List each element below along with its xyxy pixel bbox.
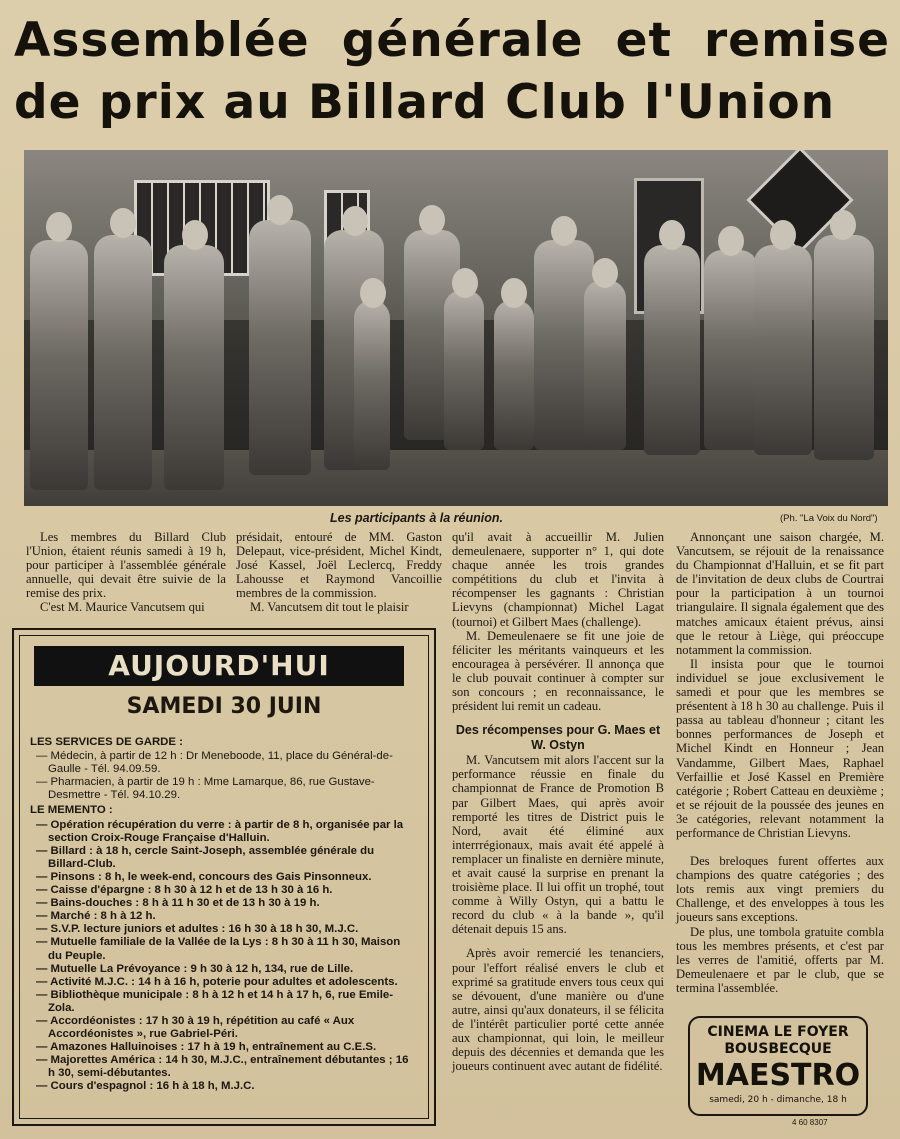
face [110, 208, 136, 238]
memento-date: SAMEDI 30 JUIN [126, 694, 322, 719]
memento-item: — Cours d'espagnol : 16 h à 18 h, M.J.C. [36, 1080, 255, 1093]
face [770, 220, 796, 250]
face [830, 210, 856, 240]
face [501, 278, 527, 308]
page-code: 4 60 8307 [792, 1118, 828, 1127]
child [494, 300, 534, 450]
paragraph: Il insista pour que le tournoi individuel se joue exclusivement le samedi et pour que les membres se présentent à 18 h 30 au challenge. Puis il passa au tableau d'honneur ; citant les bonnes performances de Joseph et Michel Kindt en Honneur ; Jean Vandamme, Gilbert Maes, Raphael Verfaillie et José Kassel en Première catégorie ; Robert Catteau en deuxième ; et se réjouit de la poussée des jeunes en 3e catégories, relevant notamment la performance de Christian Lievyns. [676, 656, 884, 840]
services-title: LES SERVICES DE GARDE : [30, 736, 183, 748]
article-column-4 [676, 530, 884, 995]
face [267, 195, 293, 225]
memento-item: — Bibliothèque municipale : 8 h à 12 h et 14 h à 17 h, 6, rue Emile-Zola. [36, 988, 394, 1014]
group-photo [24, 150, 888, 506]
memento-item: — S.V.P. lecture juniors et adultes : 16 h 30 à 18 h 30, M.J.C. [36, 923, 359, 936]
photo-caption: Les participants à la réunion. [330, 511, 503, 525]
memento-item: — Accordéonistes : 17 h 30 à 19 h, répétition au café « Aux Accordéonistes », rue Gabriel-Péri. [36, 1014, 355, 1041]
ad-showtimes: samedi, 20 h - dimanche, 18 h [709, 1095, 847, 1105]
person [30, 240, 88, 490]
ad-cinema-name: CINEMA LE FOYER [707, 1024, 849, 1040]
memento-box [12, 628, 436, 1126]
memento-item: — Mutuelle familiale de la Vallée de la Lys : 8 h 30 à 11 h 30, Maison du Peuple. [36, 936, 401, 962]
face [592, 258, 618, 288]
paragraph: Les membres du Billard Club l'Union, étaient réunis samedi à 19 h, pour participer à l'assemblée générale annuelle, qui devait être suivie de la remise des prix. [26, 530, 226, 601]
face [342, 206, 368, 236]
article-column-1 [26, 530, 226, 615]
paragraph: M. Demeulenaere se fit une joie de féliciter les méritants vainqueurs et les encouragea à persévérer. Il annonça que le club pouvait continuer à compter sur son concours ; en reconnaissance, le président lui remit un cadeau. [452, 628, 664, 714]
headline: Assemblée générale et remise de prix au Billard Club l'Union [14, 13, 890, 130]
person [754, 245, 812, 455]
memento-item: — Mutuelle La Prévoyance : 9 h 30 à 12 h, 134, rue de Lille. [36, 962, 354, 975]
memento-list [30, 734, 416, 1094]
paragraph: C'est M. Maurice Vancutsem qui [40, 600, 205, 615]
person [644, 245, 700, 455]
person [164, 245, 224, 490]
article-subhead: Des récompenses pour G. Maes et W. Ostyn [455, 723, 661, 753]
cinema-ad [688, 1016, 868, 1116]
face [659, 220, 685, 250]
paragraph: M. Vancutsem mit alors l'accent sur la performance réussie en finale du championnat de France de Promotion B par Gilbert Maes, qui après avoir remporté les titres de District puis le Nord, avait été éliminé aux interrrégionaux, mais avait été appelé à remplacer un finaliste en dernière minute, et avait causé la surprise en prenant la troisième place. Il lui offit un trophé, tout comme à Willy Ostyn, qui a battu le record du club « à la bande », qu'il détenait depuis 15 ans. [452, 753, 664, 937]
face [360, 278, 386, 308]
person [94, 235, 152, 490]
child [444, 290, 484, 450]
face [46, 212, 72, 242]
person [704, 250, 758, 450]
pavement [24, 450, 888, 506]
photo-credit: (Ph. "La Voix du Nord") [780, 513, 878, 524]
face [182, 220, 208, 250]
memento-item: — Amazones Halluinoises : 17 h à 19 h, entraînement au C.E.S. [36, 1041, 377, 1054]
memento-banner: AUJOURD'HUI [34, 646, 404, 686]
memento-item: — Marché : 8 h à 12 h. [36, 910, 156, 923]
paragraph: Annonçant une saison chargée, M. Vancutsem, se réjouit de la renaissance du Championnat d'Halluin, et se fit part de l'invitation de deux clubs de Courtrai pour la participation à un tournoi triangulaire. Il signala également que des matches amicaux étaient prévus, ainsi que le retour à Liège, qui préoccupe notamment la commission. [676, 530, 884, 657]
child [354, 300, 390, 470]
memento-item: — Majorettes América : 14 h 30, M.J.C., entraînement débutantes ; 16 h 30, semi-débutantes. [36, 1054, 409, 1080]
face [718, 226, 744, 256]
memento-item: — Pinsons : 8 h, le week-end, concours des Gais Pinsonneux. [36, 870, 372, 883]
ad-film-title: MAESTRO [695, 1058, 861, 1093]
paragraph: présidait, entouré de MM. Gaston Delepaut, vice-président, Michel Kindt, José Kassel, Joël Leclercq, Freddy Lahousse et Raymond Vancoillie membres de la commission. [236, 530, 442, 601]
paragraph: De plus, une tombola gratuite combla tous les membres présents, et c'est par les verres de l'amitié, offerts par M. Demeulenaere et par le club, que se termina l'assemblée. [676, 924, 884, 995]
paragraph: Des breloques furent offertes aux champions des quatre catégories ; des lots remis aux vingt premiers du Challenge, et des enveloppes à tous les joueurs sans exceptions. [676, 854, 884, 925]
service-item: — Pharmacien, à partir de 19 h : Mme Lamarque, 86, rue Gustave-Desmettre - Tél. 94.10.29. [36, 776, 375, 802]
memento-item: — Billard : à 18 h, cercle Saint-Joseph, assemblée générale du Billard-Club. [36, 844, 375, 870]
memento-title: LE MEMENTO : [30, 804, 113, 817]
person [249, 220, 311, 475]
article-column-2 [236, 530, 442, 615]
ad-town: BOUSBECQUE [724, 1041, 832, 1057]
face [419, 205, 445, 235]
paragraph: qu'il avait à accueillir M. Julien demeulenaere, supporter n° 1, qui dote chaque année les trois grandes compétitions du club et l'invita à récompenser les gagnants : Christian Lievyns (championnat) Michel Lagat (tournoi) et Gilbert Maes (challenge). [452, 530, 664, 629]
memento-item: — Opération récupération du verre : à partir de 8 h, organisée par la section Croix-Rouge Française d'Halluin. [36, 818, 404, 844]
child [584, 280, 626, 450]
memento-item: — Caisse d'épargne : 8 h 30 à 12 h et de 13 h 30 à 16 h. [36, 884, 333, 897]
service-item: — Médecin, à partir de 12 h : Dr Meneboode, 11, place du Général-de-Gaulle - Tél. 94.09.59. [36, 750, 393, 776]
person [814, 235, 874, 460]
face [551, 216, 577, 246]
face [452, 268, 478, 298]
article-column-3 [452, 530, 664, 1073]
memento-item: — Activité M.J.C. : 14 h à 16 h, poterie pour adultes et adolescents. [36, 975, 398, 988]
paragraph: Après avoir remercié les tenanciers, pour l'effort réalisé envers le club et exprimé sa gratitude envers tous ceux qui se dévouent, d'une manière ou d'une autre, ainsi qu'aux donateurs, il se félicita de l'intérêt particulier porté cette année aux championnat, qui loin, le meilleur depuis des décennies et demanda que les joueurs continuent avec autant de fidélité. [452, 946, 664, 1074]
memento-item: — Bains-douches : 8 h à 11 h 30 et de 13 h 30 à 19 h. [36, 897, 320, 910]
paragraph: M. Vancutsem dit tout le plaisir [250, 600, 409, 615]
